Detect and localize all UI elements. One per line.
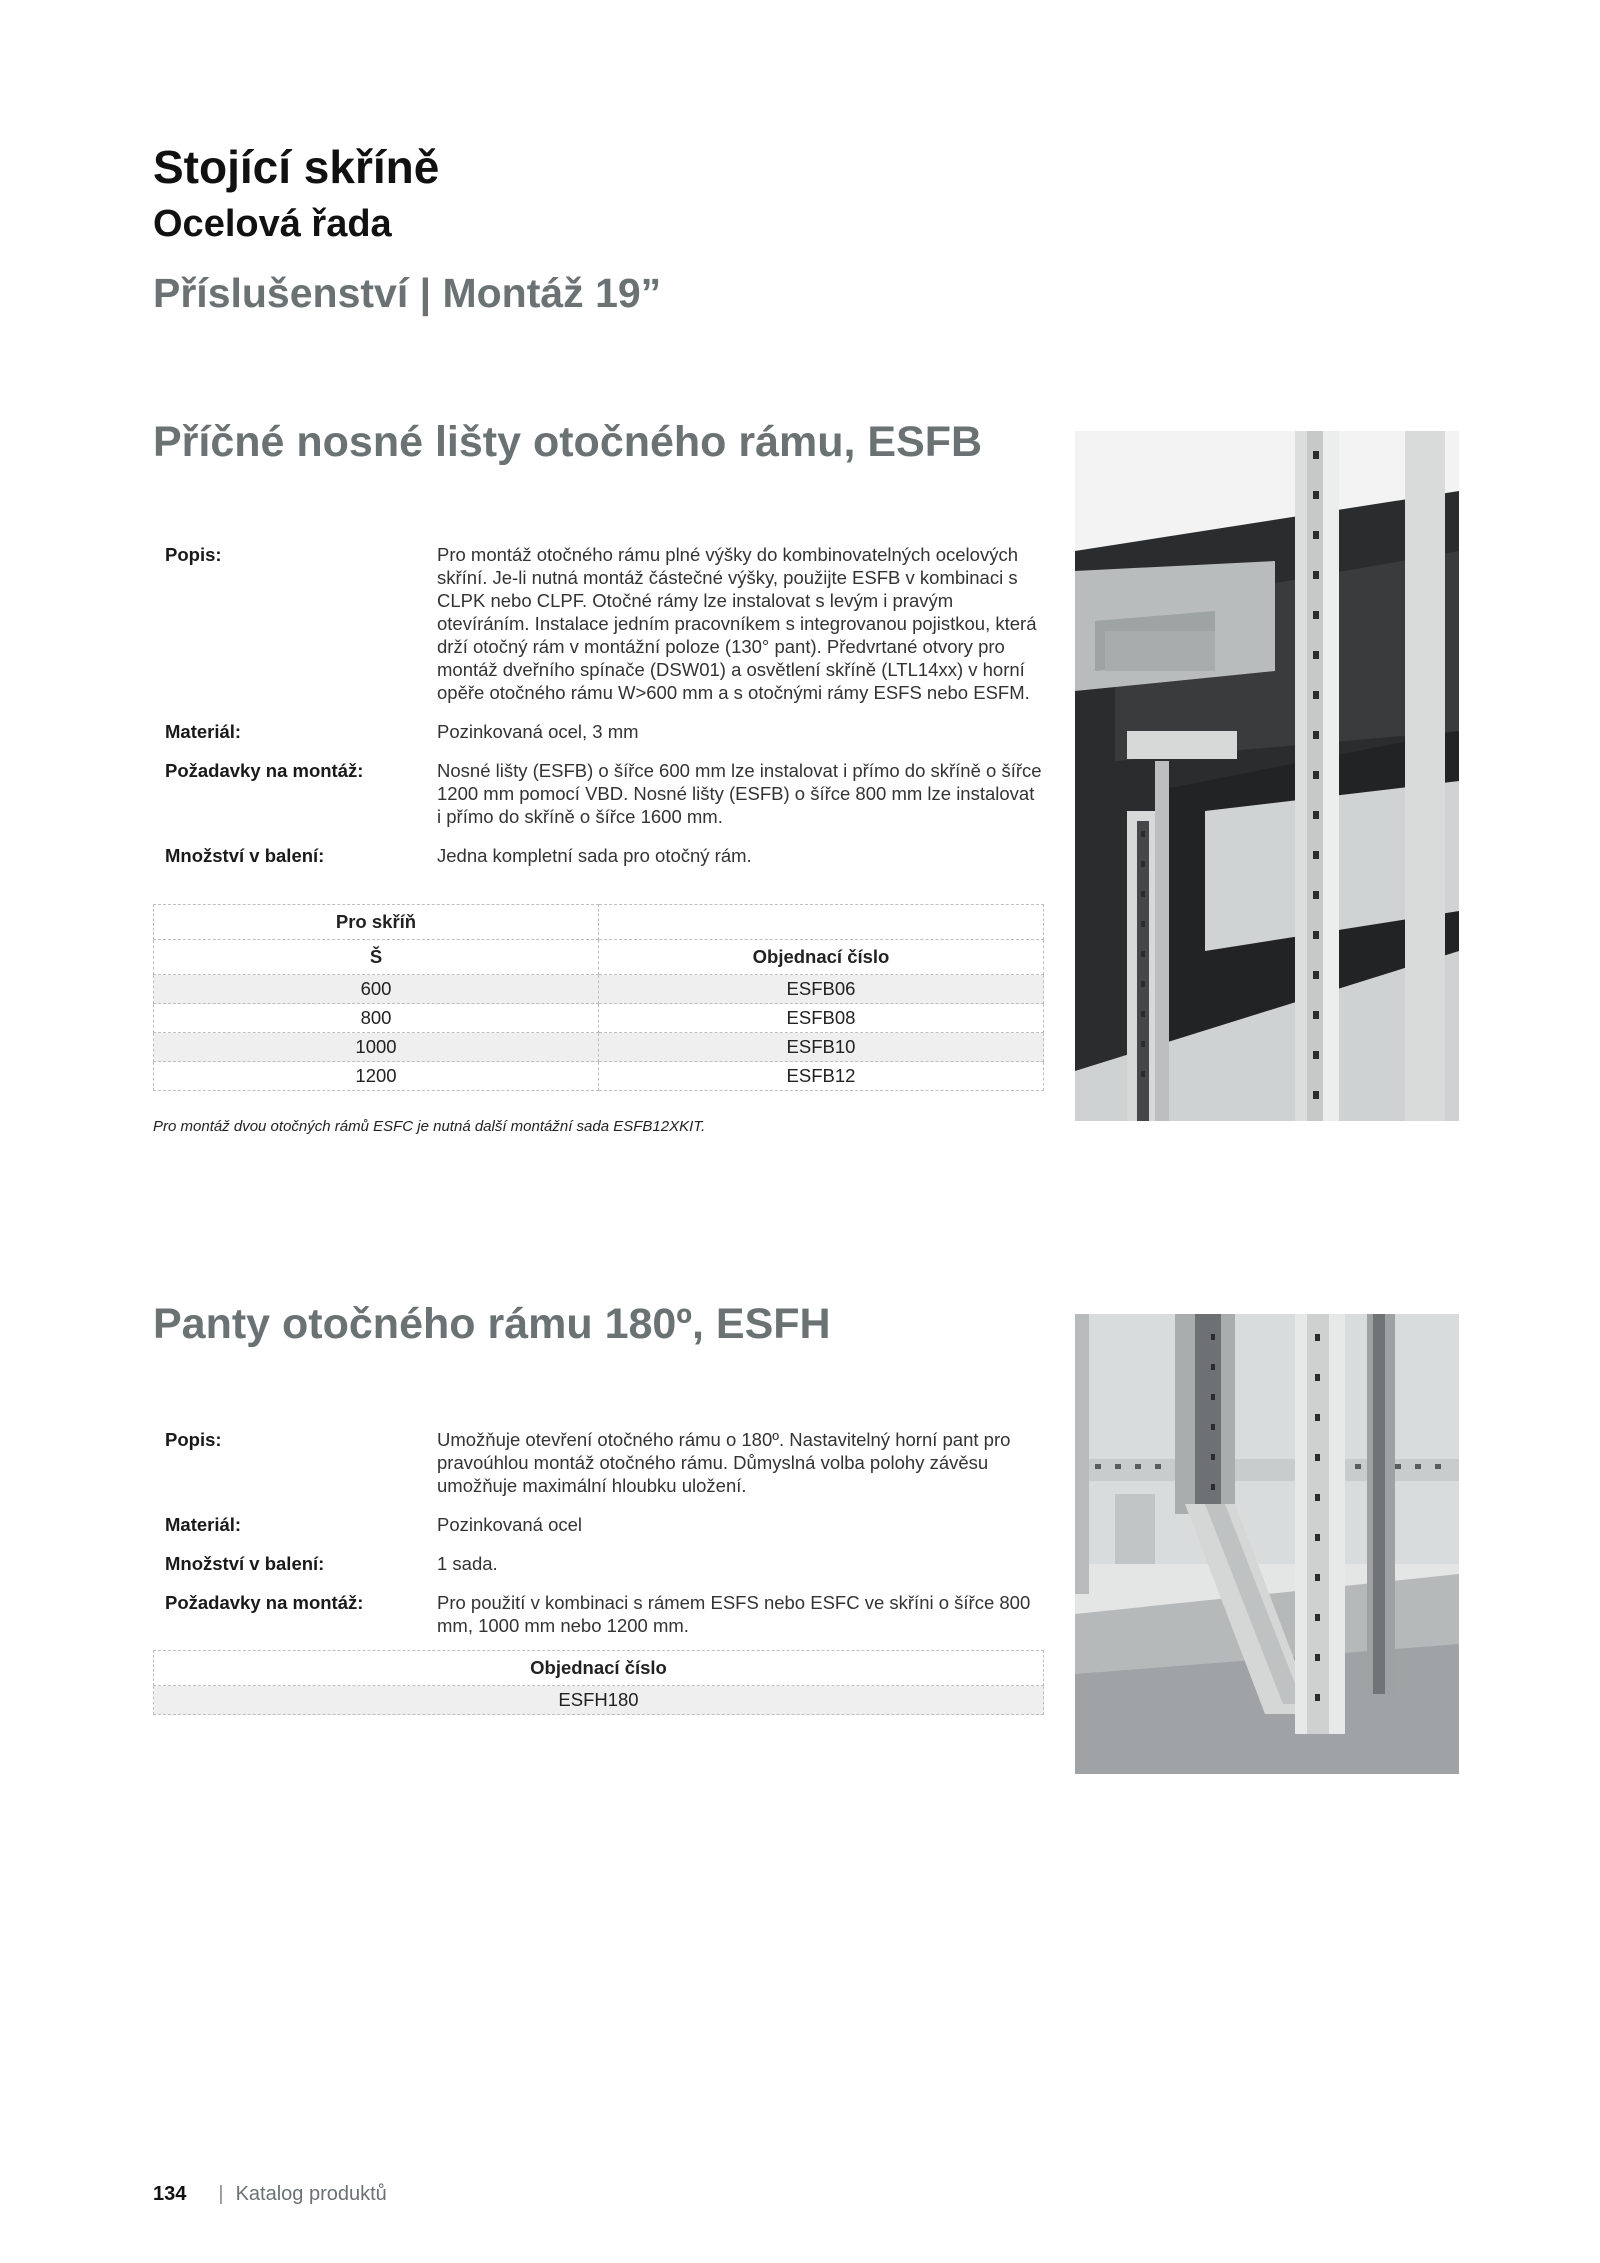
table-cell-code: ESFB08 (599, 1004, 1044, 1033)
esfb-product-image (1075, 431, 1459, 1121)
page-footer (153, 2183, 387, 2206)
table-cell-code: ESFB12 (599, 1062, 1044, 1091)
table-row (154, 975, 1044, 1004)
spec-value: 1 sada. (437, 1553, 498, 1574)
table-group-header: Pro skříň (154, 905, 599, 940)
spec-value: Umožňuje otevření otočného rámu o 180º. Nastavitelný horní pant pro pravoúhlou montáž otočného rámu. Důmyslná volba polohy závěsu umožňuje maximální hloubku uložení. (437, 1429, 1011, 1496)
spec-value: Pro montáž otočného rámu plné výšky do kombinovatelných ocelových skříní. Je-li nutná montáž částečné výšky, použijte ESFB v kombinaci s CLPK nebo CLPF. Otočné rámy lze instalovat s levým i pravým otevíráním. Instalace jedním pracovníkem s integrovanou pojistkou, která drží otočný rám v montážní poloze (130° pant). Předvrtané otvory pro montáž dveřního spínače (DSW01) a osvětlení skříně (LTL14xx) v horní opěře otočného rámu W>600 mm a s otočnými rámy ESFS nebo ESFM. (437, 544, 1037, 703)
order-table-esfh (153, 1650, 1044, 1715)
table-row (154, 1004, 1044, 1033)
spec-label: Požadavky na montáž: (165, 760, 364, 781)
table-cell-width: 1000 (154, 1033, 599, 1062)
section-title-esfh: Panty otočného rámu 180º, ESFH (153, 1300, 831, 1348)
table-row (154, 1686, 1044, 1715)
table-cell-code: ESFB10 (599, 1033, 1044, 1062)
spec-value: Pozinkovaná ocel (437, 1514, 583, 1535)
spec-row (153, 720, 1043, 743)
table-header-width: Š (154, 940, 599, 975)
table-empty-cell (599, 905, 1044, 940)
spec-label: Množství v balení: (165, 1553, 325, 1574)
table-cell-width: 1200 (154, 1062, 599, 1091)
spec-label: Popis: (165, 544, 222, 565)
spec-value: Nosné lišty (ESFB) o šířce 600 mm lze instalovat i přímo do skříně o šířce 1200 mm pomocí VBD. Nosné lišty (ESFB) o šířce 800 mm lze instalovat i přímo do skříně o šířce 1600 mm. (437, 760, 1042, 827)
table-cell-code: ESFB06 (599, 975, 1044, 1004)
spec-row (153, 1513, 1043, 1536)
table-row (154, 1033, 1044, 1062)
order-table-esfb (153, 904, 1044, 1091)
section-title-esfb: Příčné nosné lišty otočného rámu, ESFB (153, 418, 983, 466)
esfb-footnote: Pro montáž dvou otočných rámů ESFC je nutná další montážní sada ESFB12XKIT. (153, 1118, 706, 1135)
page-subtitle: Ocelová řada (153, 203, 392, 245)
table-cell-width: 800 (154, 1004, 599, 1033)
spec-row (153, 1428, 1043, 1497)
footer-separator: | (218, 2183, 224, 2205)
spec-label: Požadavky na montáž: (165, 1592, 364, 1613)
spec-row (153, 1591, 1043, 1637)
spec-row (153, 759, 1043, 828)
spec-row (153, 1552, 1043, 1575)
page-title: Stojící skříně (153, 141, 440, 193)
esfh-product-image (1075, 1314, 1459, 1774)
spec-list-esfh (153, 1428, 1043, 1653)
table-header-order-number: Objednací číslo (154, 1651, 1044, 1686)
spec-label: Množství v balení: (165, 845, 325, 866)
spec-row (153, 543, 1043, 704)
spec-value: Jedna kompletní sada pro otočný rám. (437, 845, 752, 866)
spec-label: Materiál: (165, 1514, 242, 1535)
page-number: 134 (153, 2183, 187, 2205)
spec-value: Pro použití v kombinaci s rámem ESFS nebo ESFC ve skříni o šířce 800 mm, 1000 mm nebo 1200 mm. (437, 1592, 1031, 1636)
table-row (154, 1062, 1044, 1091)
spec-label: Materiál: (165, 721, 242, 742)
spec-row (153, 844, 1043, 867)
spec-label: Popis: (165, 1429, 222, 1450)
table-cell-width: 600 (154, 975, 599, 1004)
table-header-order-number: Objednací číslo (599, 940, 1044, 975)
spec-list-esfb (153, 543, 1043, 883)
page-category: Příslušenství | Montáž 19” (153, 270, 662, 316)
table-cell-code: ESFH180 (154, 1686, 1044, 1715)
catalog-label: Katalog produktů (235, 2183, 387, 2205)
spec-value: Pozinkovaná ocel, 3 mm (437, 721, 639, 742)
